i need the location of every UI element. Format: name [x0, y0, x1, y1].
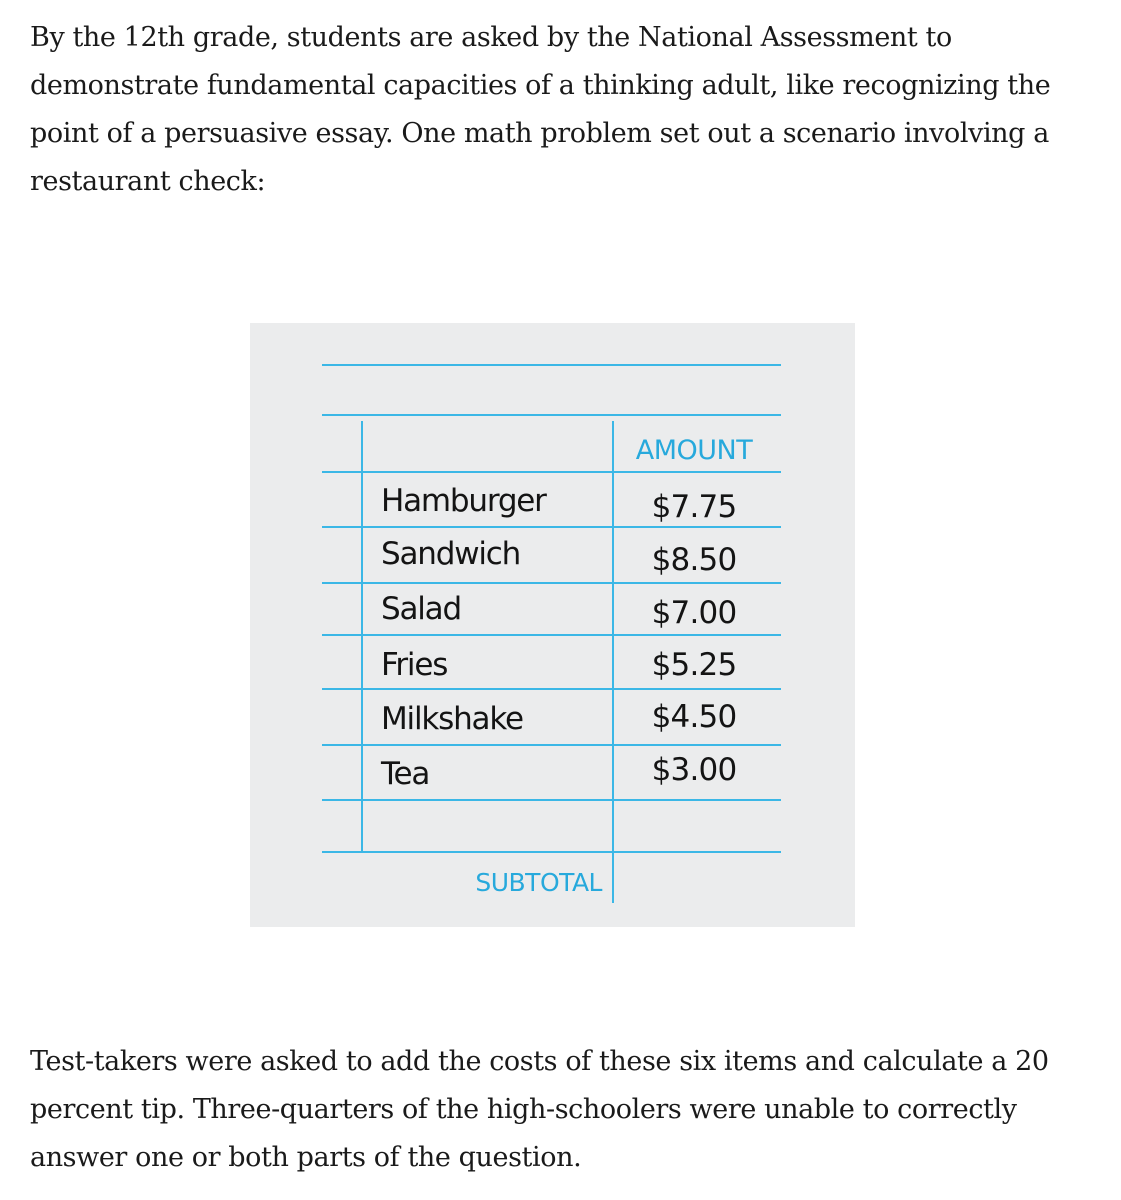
check-rule: [322, 414, 781, 416]
intro-line: restaurant check:: [30, 166, 266, 197]
subtotal-label: SUBTOTAL: [475, 868, 602, 897]
intro-line: By the 12th grade, students are asked by the National Assessment to: [30, 22, 952, 53]
check-column-rule: [361, 421, 363, 853]
item-price: $7.75: [651, 489, 737, 525]
intro-paragraph: [30, 14, 1050, 206]
outro-line: Test-takers were asked to add the costs of these six items and calculate a 20: [30, 1046, 1049, 1077]
item-price: $7.00: [651, 595, 737, 631]
check-rule: [322, 364, 781, 366]
restaurant-check-image: [250, 323, 855, 927]
intro-line: point of a persuasive essay. One math problem set out a scenario involving a: [30, 118, 1049, 149]
amount-header: AMOUNT: [635, 435, 753, 466]
check-rule: [322, 851, 781, 853]
check-rule: [322, 582, 781, 584]
item-name: Hamburger: [381, 483, 546, 519]
item-price: $4.50: [651, 699, 737, 735]
check-rule: [322, 634, 781, 636]
item-name: Sandwich: [381, 536, 521, 572]
outro-paragraph: [30, 1038, 1049, 1182]
check-rule: [322, 744, 781, 746]
outro-line: percent tip. Three-quarters of the high-schoolers were unable to correctly: [30, 1094, 1017, 1125]
intro-line: demonstrate fundamental capacities of a thinking adult, like recognizing the: [30, 70, 1051, 101]
item-price: $5.25: [651, 647, 737, 683]
item-name: Fries: [381, 647, 448, 683]
check-rule: [322, 799, 781, 801]
check-rule: [322, 526, 781, 528]
item-price: $3.00: [651, 752, 737, 788]
check-rule: [322, 471, 781, 473]
check-rule: [322, 688, 781, 690]
item-name: Tea: [381, 756, 430, 792]
outro-line: answer one or both parts of the question.: [30, 1142, 582, 1173]
item-price: $8.50: [651, 542, 737, 578]
item-name: Milkshake: [381, 701, 523, 737]
item-name: Salad: [381, 591, 461, 627]
